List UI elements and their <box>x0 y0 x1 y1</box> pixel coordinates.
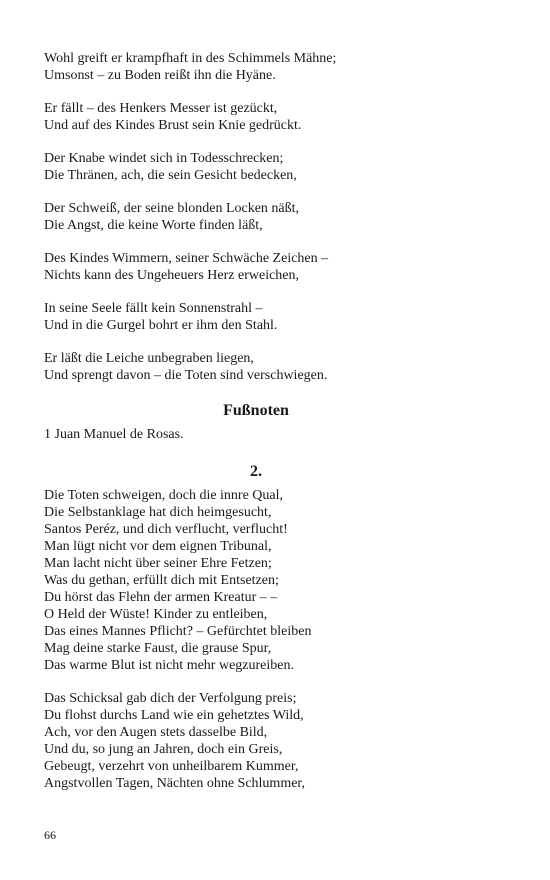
verse-line: Wohl greift er krampfhaft in des Schimmels Mähne; <box>44 51 337 66</box>
verse-line: Das warme Blut ist nicht mehr wegzureiben. <box>44 658 294 673</box>
verse-line: O Held der Wüste! Kinder zu entleiben, <box>44 607 268 622</box>
verse-line: Gebeugt, verzehrt von unheilbarem Kummer, <box>44 759 299 774</box>
verse-line: Was du gethan, erfüllt dich mit Entsetzen; <box>44 573 279 588</box>
stanza <box>44 200 514 234</box>
verse-line: Angstvollen Tagen, Nächten ohne Schlummer, <box>44 776 306 791</box>
verse-line: Die Thränen, ach, die sein Gesicht bedecken, <box>44 168 297 183</box>
stanza <box>44 100 514 134</box>
verse-line: Die Toten schweigen, doch die innre Qual, <box>44 488 284 503</box>
verse-line: Nichts kann des Ungeheuers Herz erweichen, <box>44 268 300 283</box>
footnotes-list <box>44 426 514 443</box>
verse-line: Das Schicksal gab dich der Verfolgung preis; <box>44 691 297 706</box>
verse-line: Das eines Mannes Pflicht? – Gefürchtet bleiben <box>44 624 312 639</box>
verse-line: Die Angst, die keine Worte finden läßt, <box>44 218 263 233</box>
stanza <box>44 150 514 184</box>
poem-section-1 <box>44 50 514 384</box>
verse-line: Du flohst durchs Land wie ein gehetztes Wild, <box>44 708 304 723</box>
verse-line: Und auf des Kindes Brust sein Knie gedrückt. <box>44 118 302 133</box>
stanza <box>44 250 514 284</box>
stanza <box>44 690 514 792</box>
footnote-item: 1 Juan Manuel de Rosas. <box>44 427 184 442</box>
page-number: 66 <box>44 828 56 842</box>
verse-line: Und in die Gurgel bohrt er ihm den Stahl. <box>44 318 278 333</box>
stanza <box>44 487 514 674</box>
section-2-heading: 2. <box>250 463 262 480</box>
verse-line: In seine Seele fällt kein Sonnenstrahl – <box>44 301 263 316</box>
footnotes-heading: Fußnoten <box>223 402 289 419</box>
verse-line: Und du, so jung an Jahren, doch ein Greis, <box>44 742 283 757</box>
verse-line: Umsonst – zu Boden reißt ihn die Hyäne. <box>44 68 276 83</box>
page-content <box>44 50 514 808</box>
verse-line: Er fällt – des Henkers Messer ist gezückt, <box>44 101 278 116</box>
verse-line: Ach, vor den Augen stets dasselbe Bild, <box>44 725 268 740</box>
verse-line: Der Schweiß, der seine blonden Locken näßt, <box>44 201 300 216</box>
stanza <box>44 300 514 334</box>
stanza <box>44 350 514 384</box>
verse-line: Santos Peréz, und dich verflucht, verflucht! <box>44 522 288 537</box>
poem-section-2 <box>44 487 514 792</box>
verse-line: Des Kindes Wimmern, seiner Schwäche Zeichen – <box>44 251 329 266</box>
verse-line: Mag deine starke Faust, die grause Spur, <box>44 641 272 656</box>
verse-line: Und sprengt davon – die Toten sind verschwiegen. <box>44 368 328 383</box>
verse-line: Du hörst das Flehn der armen Kreatur – – <box>44 590 278 605</box>
verse-line: Man lügt nicht vor dem eignen Tribunal, <box>44 539 272 554</box>
verse-line: Man lacht nicht über seiner Ehre Fetzen; <box>44 556 272 571</box>
verse-line: Er läßt die Leiche unbegraben liegen, <box>44 351 254 366</box>
verse-line: Die Selbstanklage hat dich heimgesucht, <box>44 505 272 520</box>
verse-line: Der Knabe windet sich in Todesschrecken; <box>44 151 284 166</box>
stanza <box>44 50 514 84</box>
